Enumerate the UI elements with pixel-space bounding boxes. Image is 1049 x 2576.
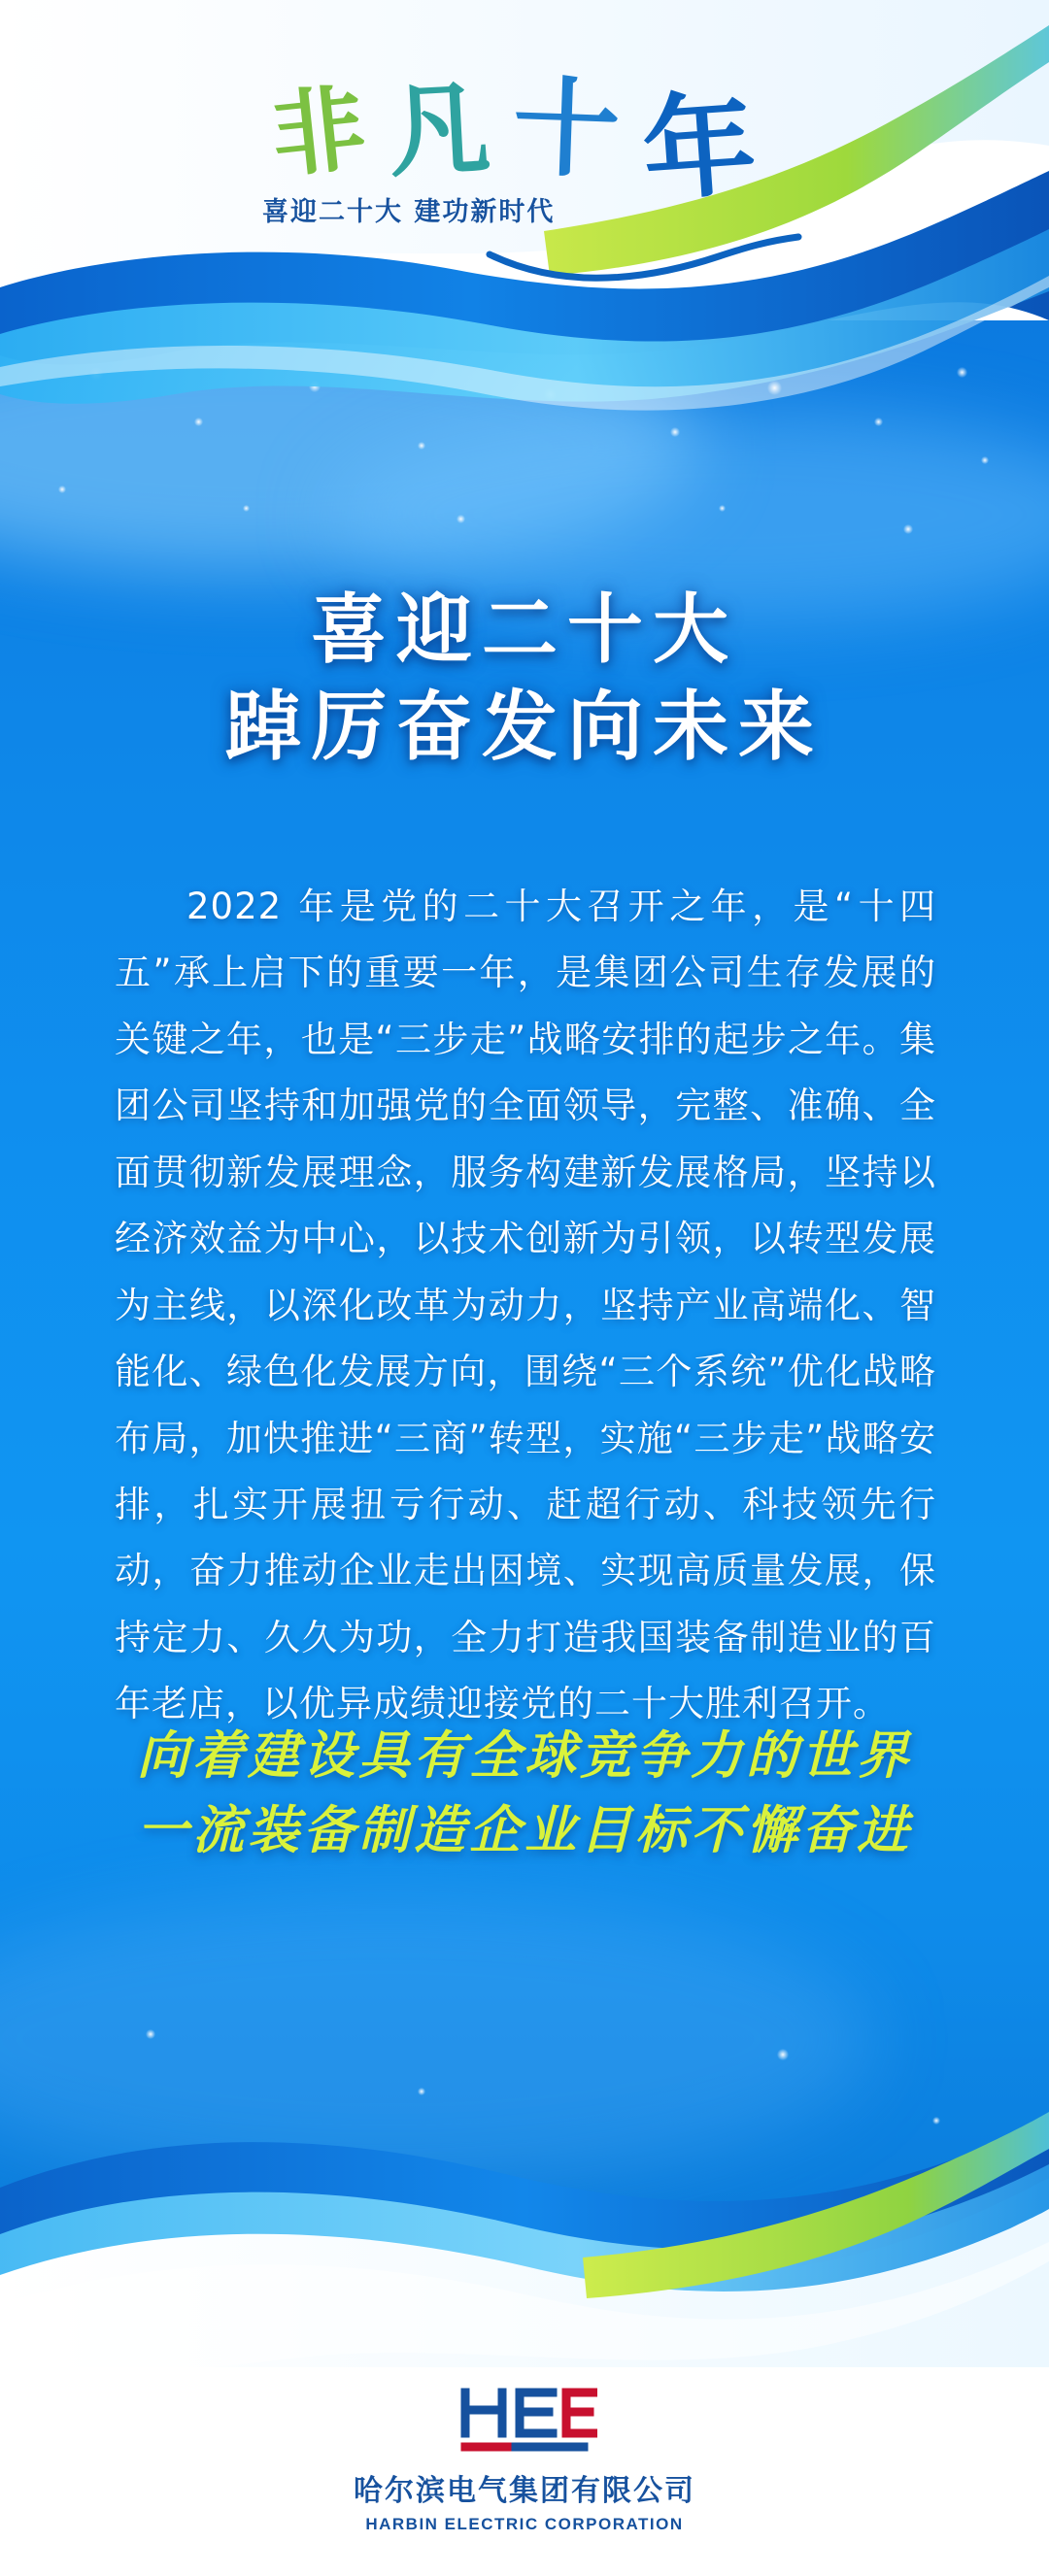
main-title xyxy=(0,583,1049,777)
closing-slogan-line-1: 向着建设具有全球竞争力的世界 xyxy=(137,1725,912,1786)
company-name-en: HARBIN ELECTRIC CORPORATION xyxy=(365,2515,684,2533)
bottom-wave-decoration xyxy=(0,1984,1049,2392)
poster-footer xyxy=(0,2367,1049,2576)
closing-slogan xyxy=(0,1719,1049,1868)
header-sub-slogan: 喜迎二十大 建功新时代 xyxy=(262,197,556,227)
closing-slogan-line-2: 一流装备制造企业目标不懈奋进 xyxy=(137,1799,912,1860)
brush-char-1: 非 xyxy=(266,72,371,191)
brush-stroke-decoration xyxy=(486,221,806,289)
harbin-electric-logo-icon xyxy=(452,2385,597,2460)
main-title-line-1: 喜迎二十大 xyxy=(310,586,738,674)
main-title-line-2: 踔厉奋发向未来 xyxy=(224,683,824,771)
brush-char-4: 年 xyxy=(638,78,761,217)
poster-header xyxy=(0,0,1049,320)
body-paragraph: 2022 年是党的二十大召开之年，是“十四五”承上启下的重要一年，是集团公司生存发展的关键之年，也是“三步走”战略安排的起步之年。集团公司坚持和加强党的全面领导，完整、准确、全面贯彻新发展理念，服务构建新发展格局，坚持以经济效益为中心，以技术创新为引领，以转型发展为主线，以深化改革为动力，坚持产业高端化、智能化、绿色化发展方向，围绕“三个系统”优化战略布局，加快推进“三商”转型，实施“三步走”战略安排，扎实开展扭亏行动、赶超行动、科技领先行动，奋力推动企业走出困境、实现高质量发展，保持定力、久久为功，全力打造我国装备制造业的百年老店，以优异成绩迎接党的二十大胜利召开。 xyxy=(115,886,936,1725)
brush-char-2: 凡 xyxy=(385,67,493,192)
company-name-cn: 哈尔滨电气集团有限公司 xyxy=(354,2474,695,2508)
brush-char-3: 十 xyxy=(510,64,623,193)
